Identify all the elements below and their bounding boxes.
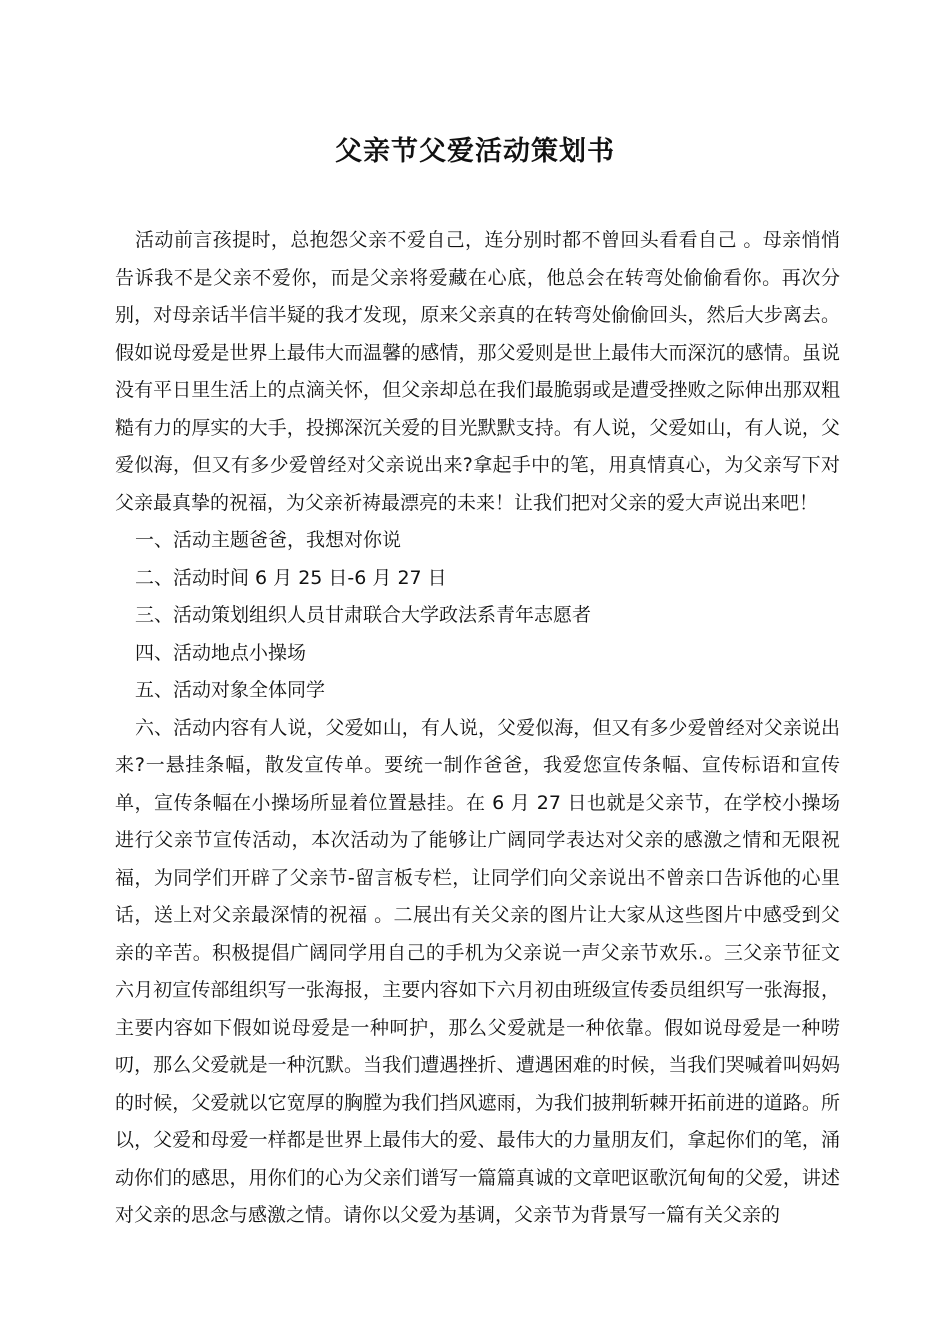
paragraph-location: 四、活动地点小操场 xyxy=(135,641,307,664)
paragraph-audience: 五、活动对象全体同学 xyxy=(135,679,326,701)
paragraph-theme: 一、活动主题爸爸，我想对你说 xyxy=(135,529,402,551)
document-body xyxy=(115,222,840,1235)
paragraph-preface: 活动前言孩提时，总抱怨父亲不爱自己，连分别时都不曾回头看看自己 。母亲悄悄告诉我不是父亲不爱你，而是父亲将爱藏在心底，他总会在转弯处偷偷看你。再次分别，对母亲话半信半疑的我才发现，原来父亲真的在转弯处偷偷回头，然后大步离去。假如说母爱是世界上最伟大而温馨的感情，那父爱则是世上最伟大而深沉的感情。虽说没有平日里生活上的点滴关怀，但父亲却总在我们最脆弱或是遭受挫败之际伸出那双粗糙有力的厚实的大手，投掷深沉关爱的目光默默支持。有人说，父爱如山，有人说，父爱似海，但又有多少爱曾经对父亲说出来?拿起手中的笔，用真情真心，为父亲写下对父亲最真挚的祝福，为父亲祈祷最漂亮的未来！让我们把对父亲的爱大声说出来吧！ xyxy=(115,229,840,514)
paragraph-content: 六、活动内容有人说，父爱如山，有人说，父爱似海，但又有多少爱曾经对父亲说出来?一悬挂条幅，散发宣传单。要统一制作爸爸，我爱您宣传条幅、宣传标语和宣传单，宣传条幅在小操场所显着位置悬挂。在 6 月 27 日也就是父亲节，在学校小操场进行父亲节宣传活动，本次活动为了能够让广阔同学表达对父亲的感激之情和无限祝福，为同学们开辟了父亲节-留言板专栏，让同学们向父亲说出不曾亲口告诉他的心里话，送上对父亲最深情的祝福 。二展出有关父亲的图片让大家从这些图片中感受到父亲的辛苦。积极提倡广阔同学用自己的手机为父亲说一声父亲节欢乐.。三父亲节征文六月初宣传部组织写一张海报，主要内容如下六月初由班级宣传委员组织写一张海报，主要内容如下假如说母爱是一种呵护，那么父爱就是一种依靠。假如说母爱是一种唠叨，那么父爱就是一种沉默。当我们遭遇挫折、遭遇困难的时候，当我们哭喊着叫妈妈的时候，父爱就以它宽厚的胸膛为我们挡风遮雨，为我们披荆斩棘开拓前进的道路。所以，父爱和母爱一样都是世界上最伟大的爱、最伟大的力量朋友们，拿起你们的笔，涌动你们的感思，用你们的心为父亲们谱写一篇篇真诚的文章吧讴歌沉甸甸的父爱，讲述对父亲的思念与感激之情。请你以父爱为基调，父亲节为背景写一篇有关父亲的 xyxy=(115,716,840,1226)
paragraph-organizers: 三、活动策划组织人员甘肃联合大学政法系青年志愿者 xyxy=(135,604,592,626)
paragraph-time: 二、活动时间 6 月 25 日-6 月 27 日 xyxy=(135,566,447,589)
document-title: 父亲节父爱活动策划书 xyxy=(335,136,615,167)
